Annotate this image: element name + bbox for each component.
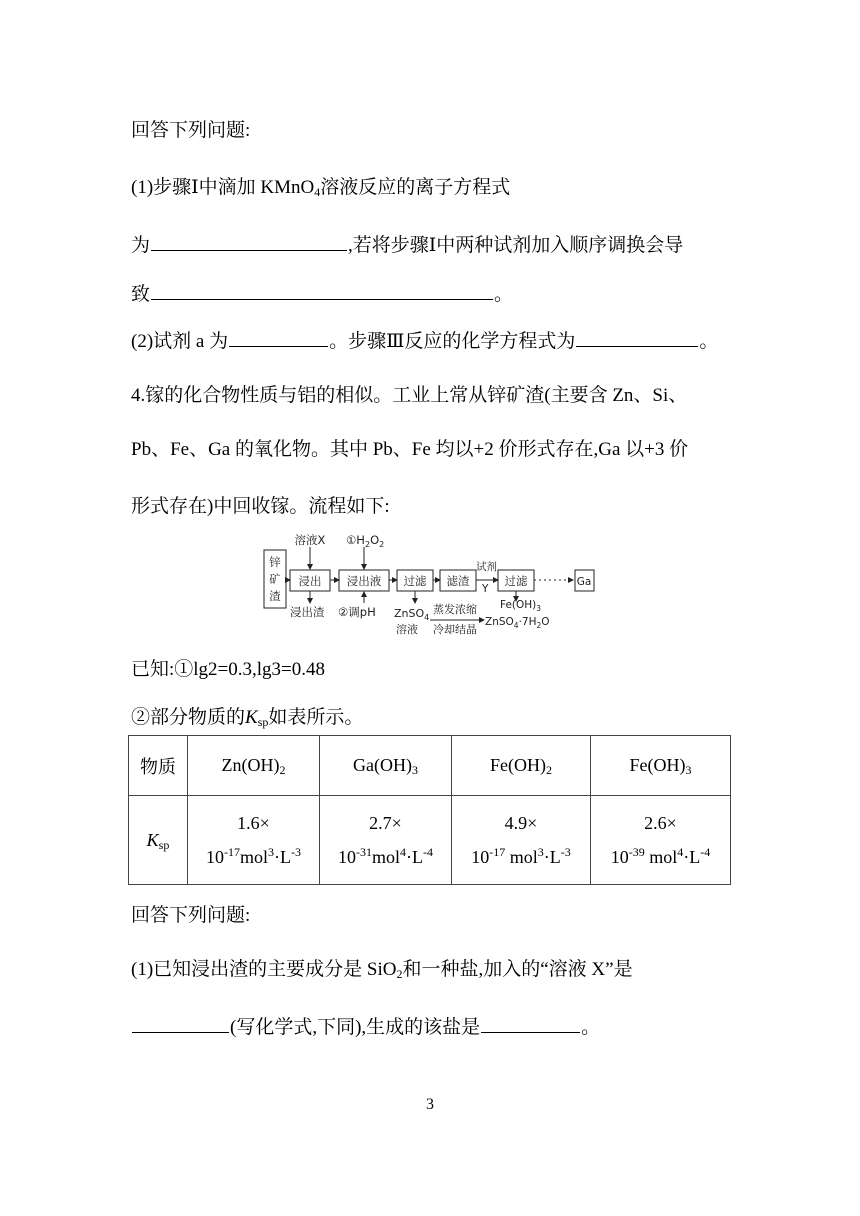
question-text: (1)步骤Ⅰ中滴加 KMnO — [131, 177, 315, 198]
known-text: ②部分物质的 — [131, 707, 246, 728]
flow-label-h2o2: $①H_2O_2$ — [346, 533, 385, 549]
answer-blank[interactable] — [151, 281, 493, 300]
flow-label-zinc: 锌 — [269, 555, 281, 569]
flow-label-ore: 矿 — [269, 572, 281, 586]
answer-blank[interactable] — [132, 1014, 229, 1033]
question-text: 。步骤Ⅲ反应的化学方程式为 — [329, 331, 576, 352]
flow-label-solution: 溶液 — [396, 623, 418, 636]
page-number: 3 — [426, 1096, 434, 1113]
table-cell: 1.6× $10^{-17}mol^3\cdot L^{-3}$ — [188, 796, 320, 885]
answer-blank[interactable] — [576, 328, 698, 347]
subscript: sp — [257, 715, 269, 729]
question-text: 。 — [581, 1017, 601, 1038]
process-flow-diagram — [262, 533, 602, 643]
table-header-label: 物质 — [129, 736, 188, 796]
answer-blank[interactable] — [229, 328, 328, 347]
known-text: 如表所示。 — [268, 707, 364, 728]
ksp-symbol: K — [245, 707, 258, 728]
question-2-line — [131, 328, 718, 354]
flow-label-product: $ZnSO_4\cdot 7H_2O$ — [485, 616, 550, 630]
flow-label-cool-crystallize: 冷却结晶 — [433, 623, 477, 636]
problem-4-line-1: 4.镓的化合物性质与铝的相似。工业上常从锌矿渣(主要含 Zn、Si、 — [131, 385, 688, 406]
table-header-cell: $Fe(OH)_2$ — [452, 736, 591, 796]
question-1-line-1 — [131, 176, 510, 200]
question-1-line-2 — [131, 232, 683, 258]
question-text: (1)已知浸出渣的主要成分是 SiO — [131, 959, 397, 980]
answer-blank[interactable] — [481, 1014, 580, 1033]
flow-label-leachate: 浸出液 — [346, 574, 382, 588]
flow-label-leach: 浸出 — [298, 574, 322, 588]
table-header-cell: $Zn(OH)_2$ — [188, 736, 320, 796]
subscript: 2 — [396, 967, 403, 981]
flow-label-residue: 渣 — [269, 589, 281, 603]
problem-4-line-2: Pb、Fe、Ga 的氧化物。其中 Pb、Fe 均以+2 价形式存在,Ga 以+3 价 — [131, 439, 689, 460]
question-text: (写化学式,下同),生成的该盐是 — [230, 1017, 481, 1038]
flow-label-leach-residue: 浸出渣 — [290, 605, 325, 619]
answer-heading-2: 回答下列问题: — [131, 905, 251, 926]
flow-label-filter-residue: 滤渣 — [446, 574, 470, 588]
flow-label-feoh3: $Fe(OH)_3$ — [500, 599, 542, 613]
flow-label-solution-x: 溶液X — [294, 533, 326, 547]
question-text: 。 — [494, 284, 514, 305]
question-text: 。 — [699, 331, 719, 352]
problem-4-line-3: 形式存在)中回收镓。流程如下: — [131, 496, 390, 517]
question-1b-line-2 — [131, 1014, 600, 1040]
question-text: 溶液反应的离子方程式 — [320, 177, 511, 198]
table-cell: 2.7× $10^{-31}mol^4\cdot L^{-4}$ — [320, 796, 452, 885]
flow-label-evaporate: 蒸发浓缩 — [433, 603, 477, 616]
table-header-cell: $Ga(OH)_3$ — [320, 736, 452, 796]
known-2 — [131, 706, 363, 730]
flow-label-reagent: 试剂 — [476, 561, 497, 573]
table-header-cell: $Fe(OH)_3$ — [591, 736, 731, 796]
question-1b-line-1 — [131, 958, 633, 982]
flow-label-adjust-ph: ②调pH — [338, 605, 376, 619]
question-text: (2)试剂 a 为 — [131, 331, 229, 352]
table-row — [129, 796, 731, 885]
table-cell: 2.6× $10^{-39}$ $mol^4\cdot L^{-4}$ — [591, 796, 731, 885]
flow-label-ga: Ga — [576, 576, 592, 588]
table-row-label: $K_{sp}$ — [129, 796, 188, 885]
flow-label-filter-1: 过滤 — [403, 574, 427, 588]
flow-label-y: Y — [482, 583, 489, 595]
table-cell: 4.9× $10^{-17}$ $mol^3\cdot L^{-3}$ — [452, 796, 591, 885]
flow-label-znso4: ZnSO$_4$ — [394, 607, 430, 622]
question-1-line-3 — [131, 281, 513, 307]
known-1: 已知:①lg2=0.3,lg3=0.48 — [131, 659, 326, 680]
ksp-table — [128, 735, 731, 885]
question-text: 和一种盐,加入的“溶液 X”是 — [402, 959, 633, 980]
answer-blank[interactable] — [151, 232, 347, 251]
answer-heading: 回答下列问题: — [131, 120, 251, 141]
flow-label-filter-2: 过滤 — [504, 574, 528, 588]
table-header-row — [129, 736, 731, 796]
question-text: 致 — [131, 284, 151, 305]
subscript: 4 — [314, 185, 321, 199]
question-text: ,若将步骤Ⅰ中两种试剂加入顺序调换会导 — [348, 235, 684, 256]
question-text: 为 — [131, 235, 151, 256]
